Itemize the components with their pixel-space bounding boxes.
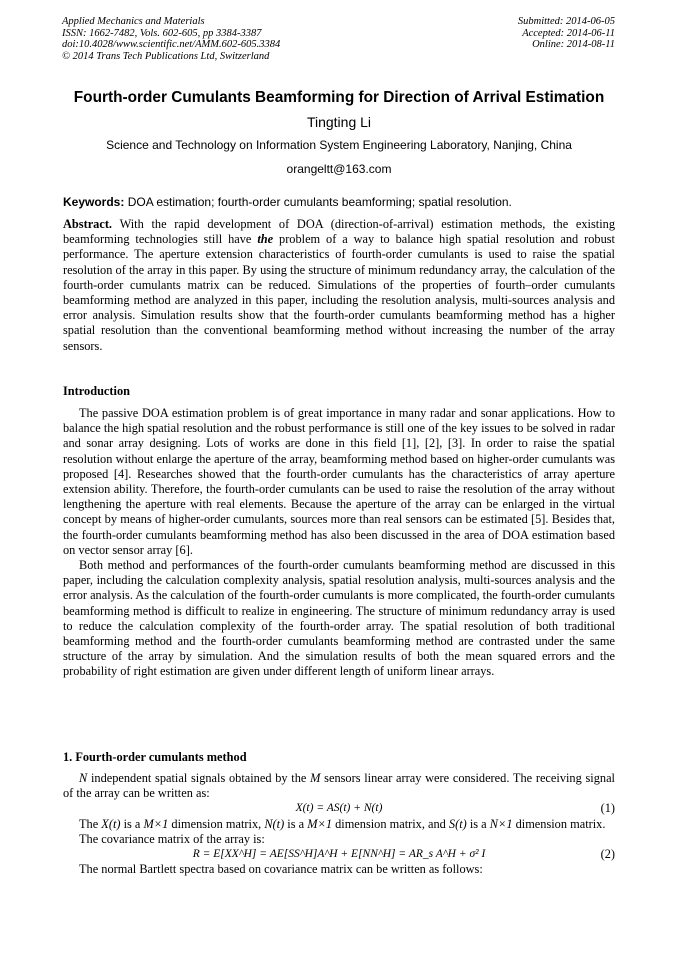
journal-header bbox=[62, 16, 280, 62]
sec1-paragraph-4: The normal Bartlett spectra based on covariance matrix can be written as follows: bbox=[79, 862, 483, 877]
var-Nt: N(t) bbox=[264, 816, 285, 831]
issn: ISSN: 1662-7482, Vols. 602-605, pp 3384-3387 bbox=[62, 27, 262, 39]
paper-title: Fourth-order Cumulants Beamforming for Direction of Arrival Estimation bbox=[73, 89, 605, 106]
equation-1 bbox=[63, 801, 615, 816]
equation-2-body: R = E[XX^H] = AE[SS^H]A^H + E[NN^H] = AR_s A^H + σ² I bbox=[192, 848, 486, 860]
introduction-heading: Introduction bbox=[63, 384, 130, 398]
sec1-p2-text-b: is a bbox=[123, 816, 141, 831]
journal-name: Applied Mechanics and Materials bbox=[62, 16, 205, 27]
abstract-text-a: With the rapid development of DOA (direction-of-arrival) estimation methods, the existing beamforming technologies still have bbox=[63, 217, 615, 247]
dim-M1: M×1 bbox=[143, 816, 169, 831]
var-N: N bbox=[79, 771, 88, 785]
section-1-body bbox=[63, 771, 615, 877]
dates-header bbox=[518, 16, 615, 51]
intro-paragraph-1: The passive DOA estimation problem is of great importance in many radar and sonar applications. How to balance the high spatial resolution and the robust performance is still one of the key issues to be solved in radar and sonar array designing. Lots of works are done in this field [1], [2], [3]. In order to raise the spatial resolution without enlarge the aperture of the array, beamforming method based on higher-order cumulants was proposed [4]. Researches showed that the fourth-order cumulants has the characteristics of array aperture extension ability. Therefore, the fourth-order cumulants can be used to raise the resolution of the array without lengthening the aperture with real elements. Because the aperture of the array can be enlarged in the virtual concept by means of higher-order cumulants, sources more than real sensors can be estimated [5]. Besides that, the fourth-order cumulants beamforming method has also been discussed in the area of DOA estimation based on vector sensor array [6]. bbox=[63, 406, 615, 557]
sec1-p2-text-f: is a bbox=[469, 816, 487, 831]
abstract bbox=[63, 217, 615, 354]
copyright: © 2014 Trans Tech Publications Ltd, Switzerland bbox=[62, 50, 270, 62]
equation-2 bbox=[63, 847, 615, 862]
doi: doi:10.4028/www.scientific.net/AMM.602-605.3384 bbox=[62, 39, 281, 50]
sec1-p2-text-a: The bbox=[79, 816, 99, 831]
sec1-p2-text-c: dimension matrix, bbox=[171, 816, 262, 831]
keywords-label: Keywords: bbox=[63, 195, 125, 209]
abstract-label: Abstract. bbox=[63, 217, 113, 231]
sec1-paragraph-3: The covariance matrix of the array is: bbox=[79, 831, 265, 846]
author-name: Tingting Li bbox=[306, 114, 372, 130]
online-date: Online: 2014-08-11 bbox=[532, 39, 615, 50]
sec1-p1-text-a: independent spatial signals obtained by the bbox=[90, 771, 307, 785]
affiliation: Science and Technology on Information System Engineering Laboratory, Nanjing, China bbox=[106, 138, 572, 152]
equation-1-number: (1) bbox=[600, 801, 615, 816]
dim-N1: N×1 bbox=[489, 816, 513, 831]
author-email[interactable]: orangeltt@163.com bbox=[286, 162, 392, 176]
keywords bbox=[63, 195, 615, 209]
var-M: M bbox=[310, 771, 321, 785]
sec1-p2-text-d: is a bbox=[287, 816, 305, 831]
introduction-body bbox=[63, 406, 615, 680]
var-Xt: X(t) bbox=[101, 816, 121, 831]
section-1-heading: 1. Fourth-order cumulants method bbox=[63, 750, 247, 764]
abstract-emphasis: the bbox=[257, 232, 274, 247]
keywords-text: DOA estimation; fourth-order cumulants beamforming; spatial resolution. bbox=[127, 195, 512, 209]
intro-paragraph-2: Both method and performances of the fourth-order cumulants beamforming method are discussed in this paper, including the calculation complexity analysis, spatial resolution analysis, multi-sources analysis and the error analysis. As the calculation of the fourth-order cumulants is more complicated, the fourth-order cumulants beamforming method is difficult to realize in engineering. The structure of minimum redundancy array is used to reduce the calculation complexity of the fourth-order array. The spatial resolution of both traditional beamforming method and the fourth-order cumulants beamforming method are contrasted under the same structure of the array by simulation. And the simulation results of both the mean squared errors and the probability of right estimation are given under different length of uniform linear arrays. bbox=[63, 558, 615, 679]
dim-M1-b: M×1 bbox=[307, 816, 332, 831]
sec1-p2-text-g: dimension matrix. bbox=[515, 816, 606, 831]
sec1-paragraph-1 bbox=[63, 771, 615, 801]
var-St: S(t) bbox=[448, 816, 467, 831]
equation-1-body: X(t) = AS(t) + N(t) bbox=[295, 802, 383, 815]
sec1-p1-text-b: sensors linear array were considered. The receiving signal of the array can be written as: bbox=[63, 771, 615, 801]
equation-2-number: (2) bbox=[600, 847, 615, 861]
submitted-date: Submitted: 2014-06-05 bbox=[517, 16, 615, 27]
accepted-date: Accepted: 2014-06-11 bbox=[522, 27, 615, 39]
sec1-p2-text-e: dimension matrix, and bbox=[335, 816, 446, 831]
abstract-text-b: problem of a way to balance high spatial resolution and robust performance. The aperture extension characteristics of fourth-order cumulants is used to raise the spatial resolution of the array in this paper. By using the structure of minimum redundancy array, the calculation of the fourth-order cumulants matrix can be reduced. Simulations of the properties of fourth–order cumulants beamforming method are analyzed in this paper, including the resolution analysis, multi-sources analysis and error analysis. Simulation results show that the fourth-order cumulants beamforming method has a higher spatial resolution than the conventional beamforming method without increasing the number of the array sensors. bbox=[63, 232, 615, 353]
sec1-paragraph-2 bbox=[63, 817, 615, 832]
